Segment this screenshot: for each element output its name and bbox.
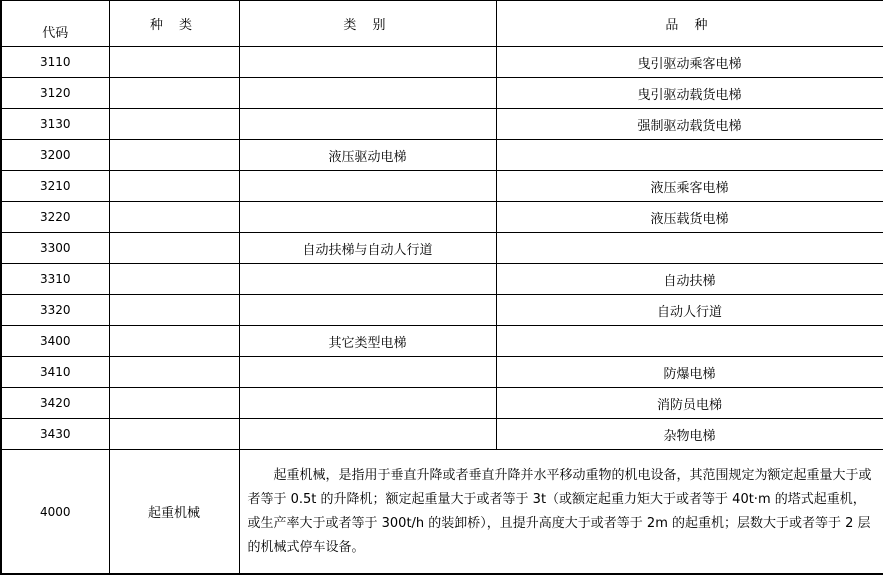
cell-variety: 液压载货电梯 (496, 202, 883, 233)
cell-type (109, 78, 239, 109)
cell-code: 3420 (1, 388, 109, 419)
cell-code: 3130 (1, 109, 109, 140)
table-row (1, 140, 883, 171)
cell-code: 3110 (1, 47, 109, 78)
cell-category (239, 388, 496, 419)
cell-type (109, 264, 239, 295)
cell-category: 自动扶梯与自动人行道 (239, 233, 496, 264)
table-row (1, 357, 883, 388)
cell-variety (496, 326, 883, 357)
cell-variety: 自动人行道 (496, 295, 883, 326)
cell-category (239, 357, 496, 388)
cell-type (109, 140, 239, 171)
cell-variety: 防爆电梯 (496, 357, 883, 388)
cell-category: 液压驱动电梯 (239, 140, 496, 171)
table-row (1, 47, 883, 78)
table-row (1, 295, 883, 326)
cell-variety: 自动扶梯 (496, 264, 883, 295)
cell-variety (496, 233, 883, 264)
cell-variety: 液压乘客电梯 (496, 171, 883, 202)
header-variety: 品 种 (496, 1, 883, 47)
table-row-crane (1, 450, 883, 575)
cell-type (109, 109, 239, 140)
header-code: 代码 (1, 1, 109, 47)
cell-type (109, 295, 239, 326)
cell-code: 3200 (1, 140, 109, 171)
table-row (1, 202, 883, 233)
table-row (1, 109, 883, 140)
cell-code: 3310 (1, 264, 109, 295)
table-row (1, 78, 883, 109)
cell-category (239, 202, 496, 233)
cell-category (239, 171, 496, 202)
cell-category (239, 419, 496, 450)
cell-type (109, 357, 239, 388)
cell-type (109, 47, 239, 78)
cell-category (239, 78, 496, 109)
cell-variety: 杂物电梯 (496, 419, 883, 450)
header-row (1, 1, 883, 47)
cell-type (109, 326, 239, 357)
cell-variety: 曳引驱动载货电梯 (496, 78, 883, 109)
cell-code: 3210 (1, 171, 109, 202)
table-row (1, 326, 883, 357)
cell-variety: 强制驱动载货电梯 (496, 109, 883, 140)
cell-code: 3430 (1, 419, 109, 450)
cell-type (109, 202, 239, 233)
cell-category (239, 295, 496, 326)
cell-variety: 消防员电梯 (496, 388, 883, 419)
cell-variety (496, 140, 883, 171)
table-row (1, 233, 883, 264)
table-row (1, 388, 883, 419)
table-row (1, 171, 883, 202)
cell-category: 其它类型电梯 (239, 326, 496, 357)
cell-type: 起重机械 (109, 450, 239, 575)
table-row (1, 264, 883, 295)
cell-code: 3120 (1, 78, 109, 109)
table-row (1, 419, 883, 450)
cell-type (109, 419, 239, 450)
cell-code: 3320 (1, 295, 109, 326)
cell-code: 4000 (1, 450, 109, 575)
cell-type (109, 171, 239, 202)
header-type: 种 类 (109, 1, 239, 47)
cell-code: 3400 (1, 326, 109, 357)
header-category: 类 别 (239, 1, 496, 47)
cell-type (109, 233, 239, 264)
cell-code: 3300 (1, 233, 109, 264)
cell-category (239, 264, 496, 295)
cell-category (239, 109, 496, 140)
cell-category (239, 47, 496, 78)
cell-code: 3410 (1, 357, 109, 388)
cell-variety: 曳引驱动乘客电梯 (496, 47, 883, 78)
cell-type (109, 388, 239, 419)
cell-description: 起重机械，是指用于垂直升降或者垂直升降并水平移动重物的机电设备，其范围规定为额定起重量大于或者等于 0.5t 的升降机；额定起重量大于或者等于 3t（或额定起重力矩大于或者等于 40t·m 的塔式起重机，或生产率大于或者等于 300t/h 的装卸桥），且提升高度大于或者等于 2m 的起重机；层数大于或者等于 2 层的机械式停车设备。 (239, 450, 883, 575)
cell-code: 3220 (1, 202, 109, 233)
